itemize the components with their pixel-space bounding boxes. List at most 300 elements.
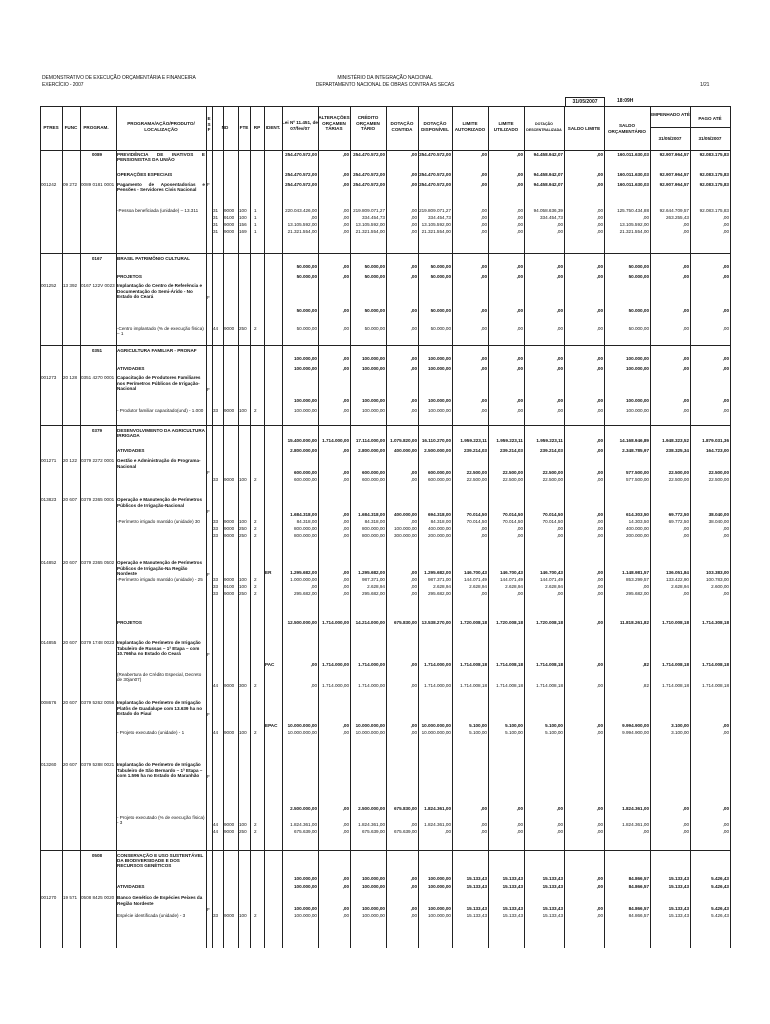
- report-title: DEMONSTRATIVO DE EXECUÇÃO ORÇAMENTÁRIA E FINANCEIRA: [42, 75, 196, 81]
- value-cell: ,00: [410, 182, 417, 187]
- value-cell: ,00: [480, 326, 487, 331]
- value-cell: ,00: [342, 806, 349, 811]
- value-cell: ,00: [410, 326, 417, 331]
- value-cell: 38.040,00: [708, 512, 729, 517]
- value-cell: 5.426,43: [711, 876, 729, 881]
- value-cell: ,82: [642, 683, 649, 688]
- value-cell: ,00: [596, 274, 603, 279]
- value-cell: ,00: [516, 366, 523, 371]
- value-cell: ,00: [342, 215, 349, 220]
- value-cell: 2.628,94: [433, 584, 451, 589]
- value-cell: ,00: [596, 229, 603, 234]
- value-cell: 1.714.008,18: [702, 662, 729, 667]
- value-cell: ,00: [516, 308, 523, 313]
- value-cell: ,00: [410, 577, 417, 582]
- value-cell: 254.470.572,00: [419, 172, 451, 177]
- nd-code-cell: 9000: [224, 526, 235, 531]
- value-cell: 1.148.981,57: [622, 570, 649, 575]
- value-cell: ,00: [342, 906, 349, 911]
- action-description: Banco Genético de Espécies Peixes da Região Nordeste: [117, 895, 203, 906]
- value-cell: ,00: [596, 477, 603, 482]
- value-cell: ,00: [516, 222, 523, 227]
- value-cell: ,00: [596, 326, 603, 331]
- description: -Pessoa beneficiada (unidade) – 13.311: [117, 208, 199, 213]
- nd-code-cell: 9000: [224, 577, 235, 582]
- value-cell: ,00: [410, 208, 417, 213]
- value-cell: ,00: [516, 591, 523, 596]
- value-cell: ,00: [596, 584, 603, 589]
- value-cell: 1.879.031,36: [702, 438, 729, 443]
- nd-cell: 33: [213, 913, 219, 918]
- value-cell: ,00: [722, 591, 729, 596]
- value-cell: 1.684.318,00: [358, 512, 385, 517]
- value-cell: 100.000,00: [362, 913, 385, 918]
- value-cell: ,00: [682, 822, 689, 827]
- value-cell: ,00: [342, 152, 349, 157]
- value-cell: ,00: [556, 308, 563, 313]
- line-label: ATIVIDADES: [117, 884, 145, 889]
- value-cell: 100.000,00: [394, 526, 417, 531]
- rp-cell: 1: [254, 229, 257, 234]
- value-cell: ,00: [480, 208, 487, 213]
- value-cell: 1.824.361,00: [358, 822, 385, 827]
- col-pago-date: 31/05/2007: [698, 136, 722, 141]
- value-cell: 600.000,00: [362, 477, 385, 482]
- value-cell: 3.100,00: [671, 723, 689, 728]
- value-cell: 15.400.000,00: [287, 438, 317, 443]
- rp-cell: 2: [254, 526, 257, 531]
- value-cell: ,00: [722, 326, 729, 331]
- value-cell: ,00: [516, 274, 523, 279]
- col-lei: Lei Nº 11.451, de 07/fev/07: [282, 120, 318, 131]
- value-cell: 5.100,00: [469, 723, 487, 728]
- value-cell: ,00: [596, 222, 603, 227]
- ptres-code: 013260: [41, 762, 57, 767]
- value-cell: 15.133,43: [668, 913, 689, 918]
- value-cell: ,00: [480, 533, 487, 538]
- program-code: 0351: [91, 348, 103, 353]
- nd-code-cell: 9000: [224, 683, 235, 688]
- value-cell: ,00: [480, 308, 487, 313]
- value-cell: 15.133,43: [502, 884, 523, 889]
- fte-cell: 100: [239, 822, 247, 827]
- nd-cell: 33: [213, 584, 219, 589]
- fte-cell: 100: [239, 913, 247, 918]
- nd-cell: 33: [213, 577, 219, 582]
- value-cell: 160.011.630,03: [617, 172, 649, 177]
- value-cell: ,00: [480, 398, 487, 403]
- program-code-full: 0167 122V 0023: [81, 283, 115, 288]
- value-cell: 10.000.000,00: [287, 723, 317, 728]
- value-cell: 21.321.554,00: [619, 229, 649, 234]
- value-cell: ,00: [310, 683, 317, 688]
- value-cell: ,00: [480, 182, 487, 187]
- value-cell: 10.000.000,00: [421, 730, 451, 735]
- esf-cell: F: [207, 509, 210, 514]
- nd-cell: 31: [213, 222, 219, 227]
- value-cell: 160.011.630,03: [617, 182, 649, 187]
- value-cell: 200.000,00: [626, 533, 649, 538]
- value-cell: ,00: [410, 913, 417, 918]
- value-cell: 5.426,43: [711, 913, 729, 918]
- value-cell: ,00: [342, 913, 349, 918]
- value-cell: 1.714.008,18: [536, 683, 563, 688]
- value-cell: 400.000,00: [394, 448, 417, 453]
- value-cell: 84.318,00: [364, 519, 385, 524]
- value-cell: 100.000,00: [626, 398, 649, 403]
- value-cell: 600.000,00: [362, 470, 385, 475]
- program-code-full: 0379 5262 0056: [81, 700, 115, 705]
- value-cell: 1.824.361,00: [622, 806, 649, 811]
- nd-code-cell: 9000: [224, 829, 235, 834]
- value-cell: 50.000,00: [364, 274, 385, 279]
- program-title: DESENVOLVIMENTO DA AGRICULTURA IRRIGADA: [117, 428, 205, 439]
- fte-cell: 169: [239, 229, 247, 234]
- value-cell: 100.000,00: [428, 366, 451, 371]
- value-cell: 146.700,43: [464, 570, 487, 575]
- value-cell: ,00: [596, 172, 603, 177]
- value-cell: ,00: [310, 584, 317, 589]
- value-cell: 100.000,00: [362, 906, 385, 911]
- value-cell: ,00: [410, 591, 417, 596]
- fte-cell: 100: [239, 208, 247, 213]
- value-cell: ,00: [342, 326, 349, 331]
- value-cell: 675.639,00: [394, 829, 417, 834]
- value-cell: 1.824.361,00: [424, 822, 451, 827]
- value-cell: 14.214.000,00: [355, 620, 385, 625]
- value-cell: ,00: [722, 723, 729, 728]
- value-cell: 92.083.175,83: [699, 182, 729, 187]
- value-cell: 239.214,03: [464, 448, 487, 453]
- value-cell: ,00: [342, 172, 349, 177]
- line-label: PROJETOS: [117, 620, 142, 625]
- value-cell: ,00: [410, 822, 417, 827]
- value-cell: 100.000,00: [626, 408, 649, 413]
- esf-cell: F: [207, 470, 210, 475]
- value-cell: 577.500,00: [626, 470, 649, 475]
- nd-cell: 33: [213, 526, 219, 531]
- value-cell: ,00: [480, 806, 487, 811]
- value-cell: ,00: [682, 274, 689, 279]
- rp-cell: 2: [254, 913, 257, 918]
- ptres-code: 001273: [41, 375, 57, 380]
- value-cell: ,00: [410, 906, 417, 911]
- description: OPERAÇÕES ESPECIAIS: [117, 172, 173, 177]
- nd-cell: 33: [213, 591, 219, 596]
- esf-cell: F: [207, 652, 210, 657]
- func-code: 20 607: [63, 700, 78, 705]
- value-cell: 100.000,00: [294, 906, 317, 911]
- value-cell: 1.000.000,00: [290, 577, 317, 582]
- value-cell: 15.133,43: [542, 884, 563, 889]
- col-dotacao-disponivel: DOTAÇÃO DISPONÍVEL: [421, 121, 449, 132]
- action-description: Implantação do Perímetro de Irrigação Tabuleiro de Russas – 1ª Etapa – com 10.766ha no Estado do Ceará: [117, 640, 201, 657]
- value-cell: 1.714.008,18: [702, 683, 729, 688]
- note-text: (Reabertura de Crédito Especial, Decreto de 30jan07): [117, 672, 202, 683]
- ptres-code: 001242: [41, 182, 57, 187]
- value-cell: 295.682,00: [626, 591, 649, 596]
- value-cell: 220.043.426,00: [285, 208, 317, 213]
- value-cell: ,00: [480, 264, 487, 269]
- value-cell: 94.058.636,39: [533, 208, 563, 213]
- value-cell: 92.083.175,83: [699, 208, 729, 213]
- value-cell: 1.714.008,18: [496, 662, 523, 667]
- value-cell: 987.371,00: [428, 577, 451, 582]
- value-cell: 5.100,00: [469, 730, 487, 735]
- value-cell: ,00: [410, 152, 417, 157]
- value-cell: 100.000,00: [362, 366, 385, 371]
- value-cell: ,00: [556, 229, 563, 234]
- value-cell: 600.000,00: [428, 477, 451, 482]
- rp-cell: 1: [254, 215, 257, 220]
- value-cell: 21.321.554,00: [287, 229, 317, 234]
- col-credito: CRÉDITO ORÇAMEN TÁRIO: [356, 115, 380, 132]
- value-cell: ,00: [410, 723, 417, 728]
- value-cell: ,00: [556, 829, 563, 834]
- fte-cell: 250: [239, 326, 247, 331]
- nd-cell: 33: [213, 408, 219, 413]
- col-nd: ND: [221, 125, 229, 130]
- value-cell: 1.714.000,00: [322, 438, 349, 443]
- value-cell: ,00: [480, 822, 487, 827]
- value-cell: ,00: [516, 398, 523, 403]
- value-cell: 254.470.572,00: [353, 152, 385, 157]
- program-title: CONSERVAÇÃO E USO SUSTENTÁVEL DA BIODIVERSIDADE E DOS RECURSOS GENÉTICOS: [117, 853, 204, 869]
- rp-cell: 2: [254, 477, 257, 482]
- value-cell: ,00: [342, 570, 349, 575]
- value-cell: 100.000,00: [294, 398, 317, 403]
- value-cell: 600.000,00: [428, 470, 451, 475]
- value-cell: 125.750.434,88: [617, 208, 649, 213]
- nd-cell: 44: [213, 326, 219, 331]
- value-cell: 100.000,00: [294, 876, 317, 881]
- value-cell: ,00: [342, 829, 349, 834]
- value-cell: 94.458.942,07: [533, 172, 563, 177]
- line-label: PROJETOS: [117, 274, 142, 279]
- value-cell: 5.426,43: [711, 906, 729, 911]
- value-cell: ,00: [342, 730, 349, 735]
- value-cell: 100.000,00: [362, 356, 385, 361]
- value-cell: 100.000,00: [428, 356, 451, 361]
- value-cell: ,00: [722, 806, 729, 811]
- value-cell: 5.100,00: [505, 730, 523, 735]
- value-cell: 254.470.572,00: [353, 172, 385, 177]
- value-cell: ,00: [410, 215, 417, 220]
- fte-cell: 250: [239, 591, 247, 596]
- value-cell: ,00: [516, 829, 523, 834]
- value-cell: ,00: [596, 438, 603, 443]
- col-program: PROGRAM.: [83, 125, 109, 130]
- value-cell: 295.682,00: [428, 591, 451, 596]
- value-cell: 22.500,00: [502, 470, 523, 475]
- value-cell: ,00: [722, 222, 729, 227]
- func-code: 20 607: [63, 640, 78, 645]
- value-cell: 1.710.008,18: [662, 620, 689, 625]
- value-cell: ,00: [682, 829, 689, 834]
- nd-code-cell: 9000: [224, 533, 235, 538]
- col-func: FUNC: [64, 125, 78, 130]
- value-cell: 69.772,50: [668, 512, 689, 517]
- value-cell: ,00: [596, 408, 603, 413]
- value-cell: 12.500.000,00: [287, 620, 317, 625]
- col-rp: RP: [253, 125, 261, 130]
- value-cell: 254.470.572,00: [419, 182, 451, 187]
- value-cell: ,00: [342, 470, 349, 475]
- value-cell: 254.470.572,00: [285, 182, 317, 187]
- value-cell: 69.772,50: [668, 519, 689, 524]
- value-cell: 100.783,00: [706, 577, 729, 582]
- nd-code-cell: 9000: [224, 519, 235, 524]
- col-esf: E S F: [207, 116, 211, 133]
- value-cell: 1.720.008,18: [496, 620, 523, 625]
- value-cell: 100.000,00: [428, 913, 451, 918]
- rp-cell: 2: [254, 584, 257, 589]
- value-cell: 94.458.942,07: [533, 182, 563, 187]
- value-cell: 50.000,00: [628, 308, 649, 313]
- col-fte: FTE: [239, 125, 249, 130]
- value-cell: 15.133,43: [502, 913, 523, 918]
- rp-cell: 2: [254, 326, 257, 331]
- action-description: Gestão e Administração do Programa-Nacional: [117, 458, 201, 469]
- value-cell: 84.866,57: [628, 884, 649, 889]
- value-cell: 1.714.008,18: [460, 683, 487, 688]
- value-cell: ,00: [410, 274, 417, 279]
- value-cell: ,00: [410, 730, 417, 735]
- action-description: Implantação do Centro de Referência e Documentação do Semi-Árido - No Estado do Ceará: [117, 283, 203, 300]
- value-cell: 239.214,03: [500, 448, 523, 453]
- value-cell: ,00: [556, 264, 563, 269]
- value-cell: ,00: [516, 182, 523, 187]
- value-cell: ,00: [410, 884, 417, 889]
- report-time: 18:09H: [617, 98, 634, 104]
- value-cell: 22.500,00: [502, 477, 523, 482]
- value-cell: 160.011.630,03: [617, 152, 649, 157]
- value-cell: 50.000,00: [364, 264, 385, 269]
- value-cell: 1.824.361,00: [622, 822, 649, 827]
- value-cell: ,00: [342, 876, 349, 881]
- value-cell: ,00: [596, 533, 603, 538]
- value-cell: 15.133,43: [466, 884, 487, 889]
- value-cell: 334.454,73: [362, 215, 385, 220]
- value-cell: 1.714.000,00: [322, 620, 349, 625]
- esf-cell: F: [207, 907, 210, 912]
- value-cell: ,00: [480, 366, 487, 371]
- value-cell: 2.628,94: [545, 584, 563, 589]
- nd-code-cell: 9000: [224, 229, 235, 234]
- value-cell: ,00: [342, 274, 349, 279]
- program-code: 0167: [91, 256, 103, 261]
- value-cell: 100.000,00: [362, 408, 385, 413]
- program-title: BRASIL PATRIMÔNIO CULTURAL: [117, 256, 190, 261]
- value-cell: 136.051,84: [666, 570, 689, 575]
- value-cell: 92.907.964,57: [659, 182, 689, 187]
- col-pago: PAGO ATÉ: [698, 116, 722, 121]
- value-cell: 295.682,00: [362, 591, 385, 596]
- value-cell: 694.318,00: [428, 512, 451, 517]
- value-cell: 100.000,00: [428, 884, 451, 889]
- value-cell: ,00: [596, 182, 603, 187]
- value-cell: ,00: [410, 470, 417, 475]
- value-cell: ,00: [596, 662, 603, 667]
- value-cell: ,00: [642, 829, 649, 834]
- value-cell: ,00: [342, 208, 349, 213]
- value-cell: ,00: [596, 723, 603, 728]
- value-cell: 2.800.000,00: [290, 448, 317, 453]
- value-cell: 200.000,00: [428, 533, 451, 538]
- value-cell: 1.714.008,18: [536, 662, 563, 667]
- value-cell: ,00: [342, 526, 349, 531]
- value-cell: ,00: [410, 398, 417, 403]
- rp-cell: 2: [254, 683, 257, 688]
- nd-code-cell: 9000: [224, 730, 235, 735]
- value-cell: 239.214,03: [540, 448, 563, 453]
- value-cell: 600.000,00: [294, 470, 317, 475]
- value-cell: 13.105.592,00: [421, 222, 451, 227]
- value-cell: ,00: [722, 822, 729, 827]
- rp-cell: 2: [254, 577, 257, 582]
- value-cell: 10.000.000,00: [355, 730, 385, 735]
- value-cell: 100.000,00: [362, 876, 385, 881]
- value-cell: 94.458.942,07: [533, 152, 563, 157]
- value-cell: 144.071,49: [500, 577, 523, 582]
- value-cell: 400.000,00: [428, 526, 451, 531]
- value-cell: 13.538.270,00: [421, 620, 451, 625]
- value-cell: 144.071,49: [540, 577, 563, 582]
- value-cell: 1.720.008,18: [460, 620, 487, 625]
- value-cell: ,00: [342, 584, 349, 589]
- value-cell: 5.426,43: [711, 884, 729, 889]
- fte-cell: 100: [239, 519, 247, 524]
- value-cell: 1.959.223,11: [460, 438, 487, 443]
- value-cell: ,00: [516, 526, 523, 531]
- value-cell: 1.714.000,00: [358, 662, 385, 667]
- nd-code-cell: 9000: [224, 222, 235, 227]
- value-cell: 22.500,00: [542, 470, 563, 475]
- program-code-full: 0508 8425 0020: [81, 895, 115, 900]
- line-label: -Perímetro irrigado mantido (unidade) 30: [117, 519, 200, 524]
- value-cell: ,00: [596, 591, 603, 596]
- rp-cell: 2: [254, 829, 257, 834]
- action-description: Implantação do Perímetro de Irrigação Tabuleiro de São Bernardo – 1ª Etapa – com 1.596 ha no Estado do Maranhão: [117, 762, 203, 779]
- func-code: 19 571: [63, 895, 78, 900]
- value-cell: 92.644.709,57: [659, 208, 689, 213]
- ptres-code: 013823: [41, 497, 57, 502]
- func-code: 20 607: [63, 497, 78, 502]
- value-cell: 84.318,00: [296, 519, 317, 524]
- report-year: EXERCÍCIO - 2007: [42, 82, 84, 88]
- value-cell: 800.000,00: [294, 526, 317, 531]
- value-cell: 14.168.946,89: [619, 438, 649, 443]
- value-cell: 800.000,00: [362, 526, 385, 531]
- value-cell: ,00: [480, 215, 487, 220]
- value-cell: ,00: [342, 723, 349, 728]
- fte-cell: 250: [239, 526, 247, 531]
- ptres-code: 014852: [41, 560, 57, 565]
- value-cell: 11.818.261,82: [619, 620, 649, 625]
- value-cell: 5.100,00: [505, 723, 523, 728]
- col-ident: IDENT.: [265, 125, 281, 130]
- fte-cell: 100: [239, 577, 247, 582]
- value-cell: ,00: [516, 264, 523, 269]
- value-cell: 15.133,43: [502, 876, 523, 881]
- value-cell: 15.133,43: [502, 906, 523, 911]
- value-cell: 84.866,57: [628, 906, 649, 911]
- value-cell: ,00: [682, 222, 689, 227]
- value-cell: ,00: [410, 584, 417, 589]
- ptres-code: 001270: [41, 895, 57, 900]
- nd-code-cell: 9100: [224, 584, 235, 589]
- value-cell: 5.100,00: [545, 723, 563, 728]
